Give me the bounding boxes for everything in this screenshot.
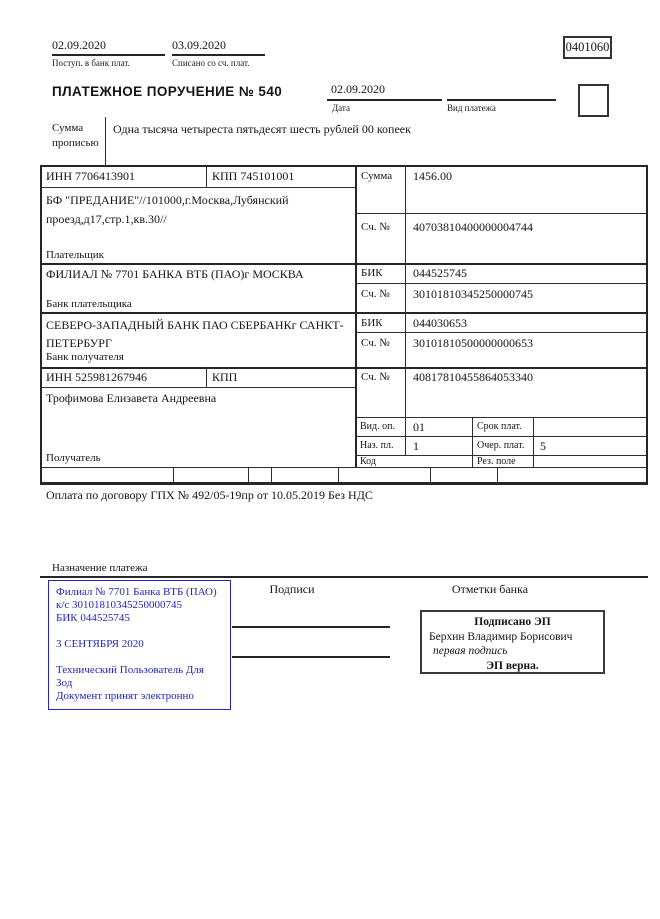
payer-kpp: КПП 745101001 <box>212 169 295 183</box>
payee-section-label: Получатель <box>46 452 101 464</box>
payee-kpp-label: КПП <box>212 370 238 384</box>
ep-signer-name: Берхин Владимир Борисович <box>429 630 573 643</box>
payer-name: БФ "ПРЕДАНИЕ"//101000,г.Москва,Лубянский проезд,д17,стр.1,кв.30// <box>46 193 289 226</box>
debited-date: 03.09.2020 <box>172 38 226 52</box>
electronic-signature-box <box>420 610 605 674</box>
payer-bank-bik-label: БИК <box>361 267 383 279</box>
strip-divider-2 <box>248 467 249 482</box>
sum-label: Сумма <box>361 170 393 182</box>
payee-account: 40817810455864053340 <box>413 370 533 384</box>
stamp-line-corr-account: к/с 30101810345250000745 <box>56 599 183 611</box>
stamp-line-accepted: Документ принят электронно <box>56 690 194 702</box>
payee-account-label: Сч. № <box>361 371 390 383</box>
payer-inn: ИНН 7706413901 <box>46 169 135 183</box>
signatures-header: Подписи <box>269 582 315 596</box>
strip-divider-5 <box>430 467 431 482</box>
table-line-footer <box>40 467 648 468</box>
stamp-line-bik: БИК 044525745 <box>56 612 130 624</box>
document-title: ПЛАТЕЖНОЕ ПОРУЧЕНИЕ № 540 <box>52 84 283 99</box>
payment-purpose-label: Наз. пл. <box>360 440 394 451</box>
payer-bank-bik-account-divider <box>355 283 646 284</box>
payment-kind-underline <box>447 99 556 101</box>
payee-bank-bik-label: БИК <box>361 317 383 329</box>
table-line-payer-bank <box>40 263 648 265</box>
purpose-label: Назначение платежа <box>52 562 148 574</box>
mini-col-divider-1 <box>472 417 473 467</box>
payment-purpose-value: 1 <box>413 439 419 453</box>
form-code-box: 0401060 <box>563 36 612 59</box>
received-in-bank-date: 02.09.2020 <box>52 38 106 52</box>
strip-divider-3 <box>271 467 272 482</box>
payer-section-label: Плательщик <box>46 249 104 261</box>
strip-divider-1 <box>173 467 174 482</box>
payee-bank-bik: 044030653 <box>413 316 467 330</box>
mini-col-divider-2 <box>533 417 534 467</box>
priority-value: 5 <box>540 439 546 453</box>
bank-electronic-stamp <box>48 580 231 710</box>
strip-divider-4 <box>338 467 339 482</box>
payer-bank-name: ФИЛИАЛ № 7701 БАНКА ВТБ (ПАО)г МОСКВА <box>46 267 304 281</box>
purpose-text: Оплата по договору ГПХ № 492/05-19пр от 10.05.2019 Без НДС <box>46 488 373 502</box>
strip-divider-6 <box>497 467 498 482</box>
table-line-payee <box>40 367 648 369</box>
bank-marks-header: Отметки банка <box>451 582 529 596</box>
payee-bank-section-label: Банк получателя <box>46 351 124 363</box>
payee-inn-row-underline <box>40 387 355 388</box>
payee-bank-bik-account-divider <box>355 332 646 333</box>
amount-words-value: Одна тысяча четыреста пятьдесят шесть рублей 00 копеек <box>113 122 411 136</box>
payer-bank-section-label: Банк плательщика <box>46 298 132 310</box>
payee-bank-name: СЕВЕРО-ЗАПАДНЫЙ БАНК ПАО СБЕРБАНКг САНКТ-ПЕТЕРБУРГ <box>46 318 344 350</box>
table-bottom-border <box>40 482 648 485</box>
table-main-divider <box>355 165 357 467</box>
document-date: 02.09.2020 <box>331 82 385 96</box>
amount-words-label: Сумма прописью <box>52 122 99 149</box>
payee-bank-account-label: Сч. № <box>361 337 390 349</box>
received-in-bank-label: Поступ. в банк плат. <box>52 58 130 68</box>
purpose-underline <box>40 576 648 578</box>
op-kind-label: Вид. оп. <box>360 421 395 432</box>
payee-name: Трофимова Елизавета Андреевна <box>46 391 217 405</box>
ep-subtitle: первая подпись <box>433 645 508 657</box>
reserve-field-label: Рез. поле <box>477 456 516 467</box>
payer-account-label: Сч. № <box>361 221 390 233</box>
amount-words-divider <box>105 117 106 165</box>
signature-line-2 <box>232 656 390 658</box>
payer-account: 40703810400000004744 <box>413 220 533 234</box>
op-kind-value: 01 <box>413 420 425 434</box>
date-underline <box>327 99 442 101</box>
mini-row2-top <box>355 436 646 437</box>
priority-label: Очер. плат. <box>477 440 525 451</box>
ep-signed-title: Подписано ЭП <box>474 616 551 628</box>
mini-row1-top <box>355 417 646 418</box>
payee-inn-kpp-divider <box>206 367 207 387</box>
ep-verified: ЭП верна. <box>486 659 539 672</box>
table-right-border <box>646 165 648 485</box>
table-left-border <box>40 165 42 485</box>
payer-inn-kpp-divider <box>206 165 207 187</box>
due-date-label: Срок плат. <box>477 421 522 432</box>
payment-kind-box <box>578 84 609 117</box>
payer-bank-bik: 044525745 <box>413 266 467 280</box>
received-date-underline <box>52 54 165 56</box>
payer-inn-row-underline <box>40 187 355 188</box>
stamp-line-date: 3 СЕНТЯБРЯ 2020 <box>56 638 144 650</box>
stamp-line-user: Технический Пользователь Для Зод <box>56 664 204 689</box>
sum-account-divider <box>355 213 646 214</box>
signature-line-1 <box>232 626 390 628</box>
payee-inn: ИНН 525981267946 <box>46 370 147 384</box>
table-label-divider <box>405 165 406 455</box>
stamp-line-branch: Филиал № 7701 Банка ВТБ (ПАО) <box>56 586 217 598</box>
date-label: Дата <box>332 103 350 113</box>
payee-bank-account: 30101810500000000653 <box>413 336 533 350</box>
code-label: Код <box>360 456 376 467</box>
payment-kind-label: Вид платежа <box>447 103 496 113</box>
debited-date-underline <box>172 54 265 56</box>
payer-bank-account-label: Сч. № <box>361 288 390 300</box>
payer-bank-account: 30101810345250000745 <box>413 287 533 301</box>
table-top-border <box>40 165 648 167</box>
sum-value: 1456.00 <box>413 169 452 183</box>
debited-label: Списано со сч. плат. <box>172 58 250 68</box>
table-line-payee-bank <box>40 312 648 314</box>
